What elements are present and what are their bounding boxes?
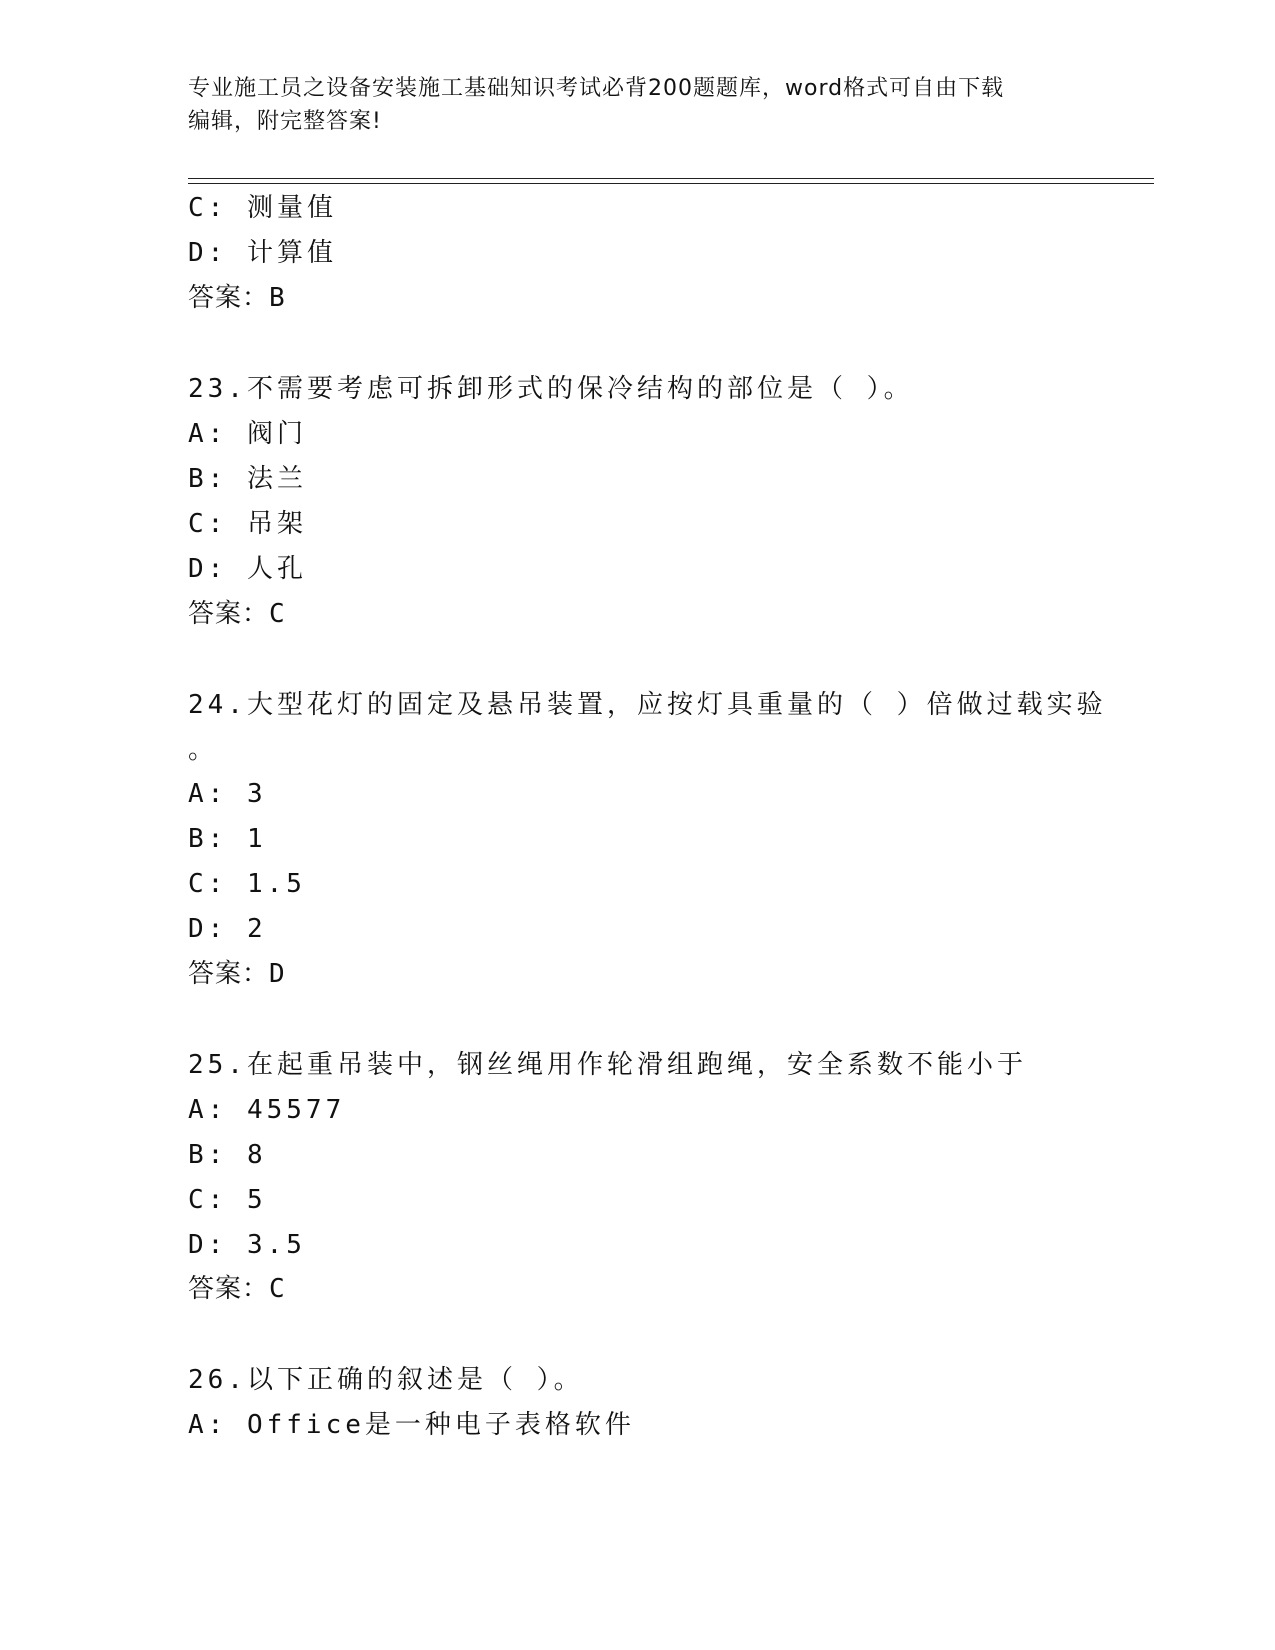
- q23-option-c: C: 吊架: [188, 509, 307, 539]
- q24-option-c: C: 1.5: [188, 869, 306, 899]
- q25-question: 25.在起重吊装中，钢丝绳用作轮滑组跑绳，安全系数不能小于: [188, 1050, 1027, 1080]
- q23-question: 23.不需要考虑可拆卸形式的保冷结构的部位是（ ）。: [188, 374, 914, 404]
- answer-value: B: [269, 283, 286, 313]
- document-header: [188, 72, 1088, 138]
- q22-option-d: D: 计算值: [188, 238, 337, 268]
- q22-option-c: C: 测量值: [188, 193, 337, 223]
- q25-option-b: B: 8: [188, 1140, 267, 1170]
- answer-value: C: [269, 1274, 286, 1304]
- q24-question-line-2: 。: [188, 735, 219, 765]
- q23-answer: [188, 597, 286, 631]
- q25-option-c: C: 5: [188, 1185, 267, 1215]
- header-divider-top: [188, 178, 1154, 179]
- q22-answer: [188, 281, 286, 315]
- answer-label: 答案：: [188, 1274, 270, 1304]
- answer-value: C: [269, 599, 286, 629]
- q24-question-line-1: 24.大型花灯的固定及悬吊装置，应按灯具重量的（ ）倍做过载实验: [188, 690, 1107, 720]
- answer-label: 答案：: [188, 599, 270, 629]
- answer-label: 答案：: [188, 959, 270, 989]
- q26-question: 26.以下正确的叙述是（ ）。: [188, 1365, 584, 1395]
- q24-option-a: A: 3: [188, 779, 267, 809]
- answer-label: 答案：: [188, 283, 270, 313]
- q24-option-d: D: 2: [188, 914, 267, 944]
- q23-option-d: D: 人孔: [188, 554, 307, 584]
- q23-option-a: A: 阀门: [188, 419, 307, 449]
- q23-option-b: B: 法兰: [188, 464, 307, 494]
- answer-value: D: [269, 959, 286, 989]
- q25-option-d: D: 3.5: [188, 1230, 306, 1260]
- q24-option-b: B: 1: [188, 824, 267, 854]
- q25-answer: [188, 1272, 286, 1306]
- header-title-line-2: 编辑，附完整答案!: [188, 109, 382, 134]
- q24-answer: [188, 957, 286, 991]
- q25-option-a: A: 45577: [188, 1095, 346, 1125]
- header-divider-bottom: [188, 183, 1154, 184]
- q26-option-a: A: Office是一种电子表格软件: [188, 1410, 635, 1440]
- header-title-line-1: 专业施工员之设备安装施工基础知识考试必背200题题库，word格式可自由下载: [188, 76, 1005, 101]
